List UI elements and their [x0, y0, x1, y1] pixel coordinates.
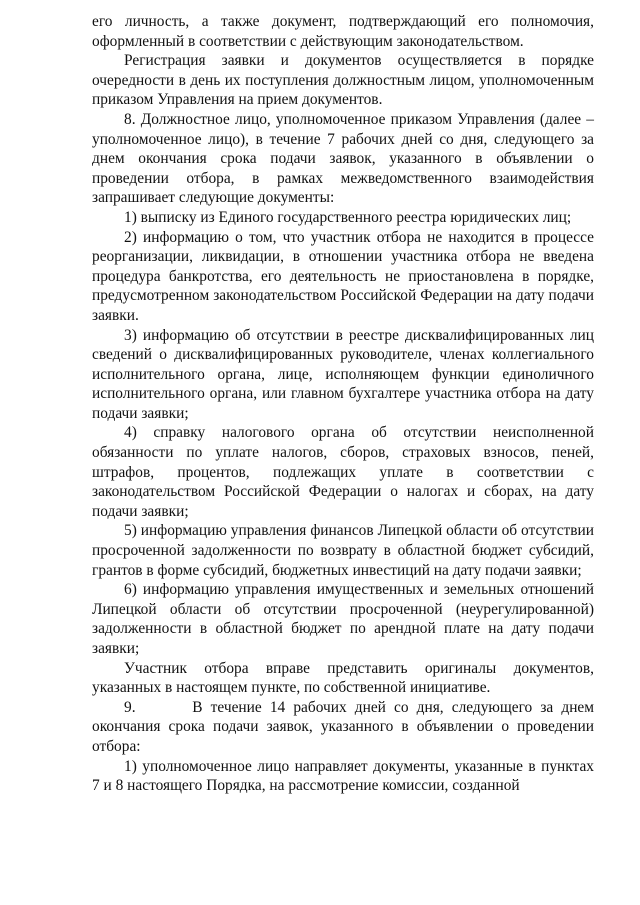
paragraph-clause-8-item-3: 3) информацию об отсутствии в реестре дисквалифицированных лиц сведений о дисквалифицированных руководителе, членах коллегиального исполнительного органа, лице, исполняющем функции единоличного исполнительного органа, или главном бухгалтере участника отбора на дату подачи заявки;	[92, 326, 594, 422]
paragraph-clause-8-item-4: 4) справку налогового органа об отсутствии неисполненной обязанности по уплате налогов, сборов, страховых взносов, пеней, штрафов, процентов, подлежащих уплате в соответствии с законодательством Российской Федерации о налогах и сборах, на дату подачи заявки;	[92, 424, 594, 520]
paragraph-clause-8-item-2: 2) информацию о том, что участник отбора не находится в процессе реорганизации, ликвидации, в отношении участника отбора не введена процедура банкротства, его деятельность не приостановлена в порядке, предусмотренном законодательством Российской Федерации на дату подачи заявки.	[92, 228, 594, 324]
paragraph-clause-8-item-5: 5) информацию управления финансов Липецкой области об отсутствии просроченной задолженности по возврату в областной бюджет субсидий, грантов в форме субсидий, бюджетных инвестиций на дату подачи заявки;	[92, 522, 594, 579]
paragraph-continuation: его личность, а также документ, подтверждающий его полномочия, оформленный в соответствии с действующим законодательством.	[92, 13, 594, 50]
paragraph-clause-8: 8. Должностное лицо, уполномоченное приказом Управления (далее – уполномоченное лицо), в течение 7 рабочих дней со дня, следующего за днем окончания срока подачи заявок, указанного в объявлении о проведении отбора, в рамках межведомственного взаимодействия запрашивает следующие документы:	[92, 110, 594, 207]
paragraph-registration: Регистрация заявки и документов осуществляется в порядке очередности в день их поступления должностным лицом, уполномоченным приказом Управления на прием документов.	[92, 52, 594, 109]
paragraph-clause-8-item-6: 6) информацию управления имущественных и земельных отношений Липецкой области об отсутствии просроченной (неурегулированной) задолженности в областной бюджет по арендной плате на дату подачи заявки;	[92, 581, 594, 657]
paragraph-clause-8-item-1: 1) выписку из Единого государственного реестра юридических лиц;	[124, 208, 572, 226]
document-text	[92, 12, 594, 796]
paragraph-clause-9-item-1: 1) уполномоченное лицо направляет документы, указанные в пунктах 7 и 8 настоящего Порядка, на рассмотрение комиссии, созданной	[92, 757, 594, 795]
paragraph-clause-8-originals: Участник отбора вправе представить оригиналы документов, указанных в настоящем пункте, по собственной инициативе.	[92, 659, 594, 697]
paragraph-clause-9: 9. В течение 14 рабочих дней со дня, следующего за днем окончания срока подачи заявок, указанного в объявлении о проведении отбора:	[92, 698, 594, 755]
